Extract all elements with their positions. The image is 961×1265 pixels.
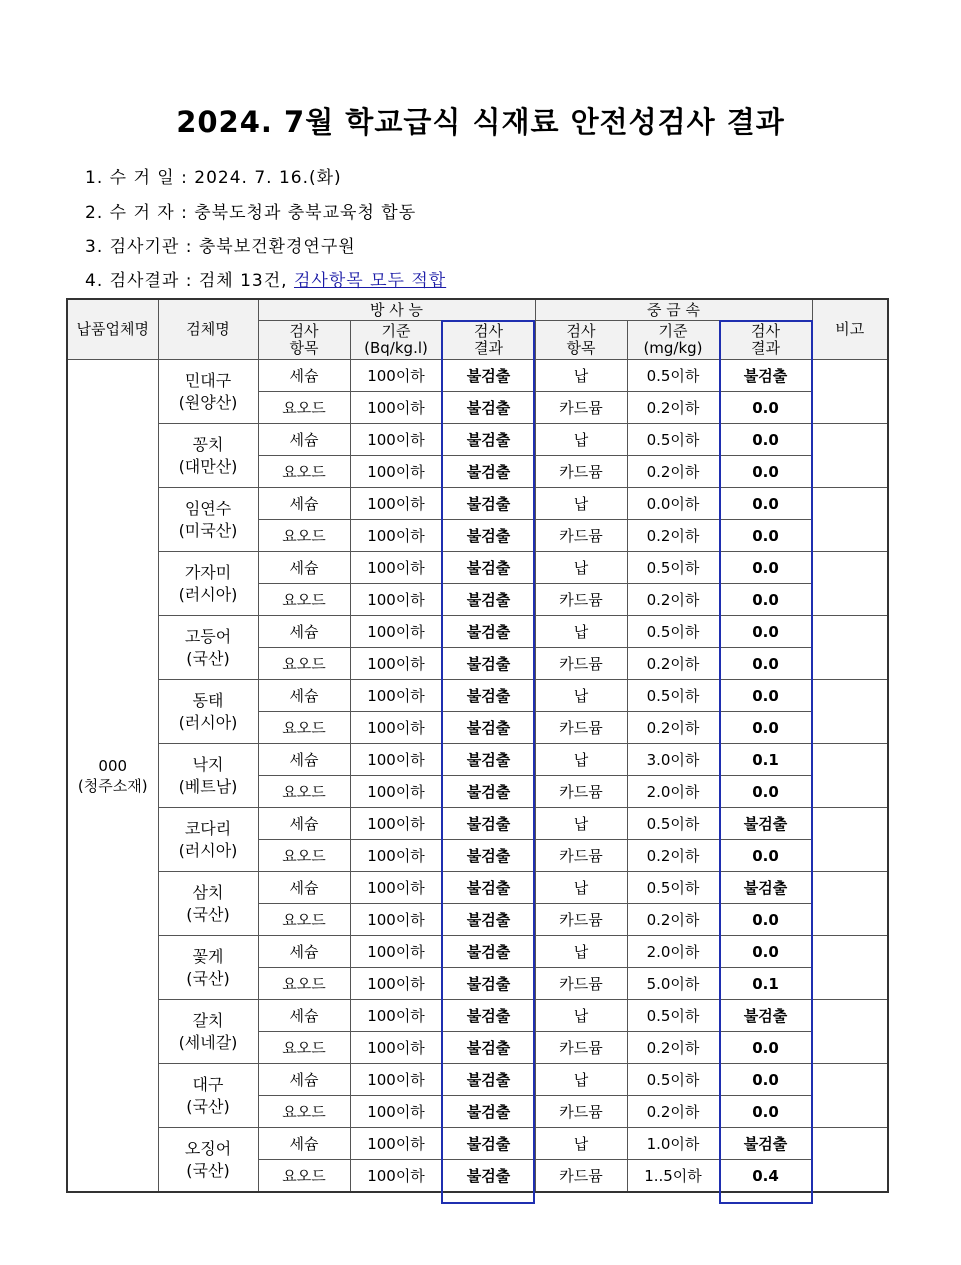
heavy-item-cell: 납	[535, 616, 627, 648]
heavy-item-cell: 카드뮴	[535, 648, 627, 680]
remark-cell	[812, 808, 888, 872]
remark-cell	[812, 424, 888, 488]
radio-standard-cell: 100이하	[350, 1160, 442, 1193]
radio-result-cell: 불검출	[442, 968, 535, 1000]
remark-cell	[812, 1000, 888, 1064]
radio-item-cell: 요오드	[258, 776, 350, 808]
radio-standard-cell: 100이하	[350, 744, 442, 776]
radio-standard-cell: 100이하	[350, 776, 442, 808]
table-row	[67, 872, 888, 904]
table-row	[67, 360, 888, 392]
sample-name-cell: 꽃게 (국산)	[158, 936, 258, 1000]
radio-result-cell: 불검출	[442, 840, 535, 872]
company-cell: 000 (청주소재)	[67, 360, 158, 1193]
radio-item-cell: 세슘	[258, 1000, 350, 1032]
heavy-result-cell: 0.0	[719, 616, 812, 648]
radio-result-cell: 불검출	[442, 872, 535, 904]
heavy-item-cell: 카드뮴	[535, 392, 627, 424]
radio-standard-cell: 100이하	[350, 584, 442, 616]
heavy-standard-cell: 0.2이하	[627, 712, 719, 744]
heavy-standard-cell: 0.0이하	[627, 488, 719, 520]
info-value: 2024. 7. 16.(화)	[194, 168, 342, 188]
heavy-result-cell: 0.0	[719, 488, 812, 520]
heavy-item-cell: 납	[535, 680, 627, 712]
info-label: 2. 수 거 자 :	[85, 203, 188, 223]
radio-standard-cell: 100이하	[350, 1128, 442, 1160]
radio-result-cell: 불검출	[442, 744, 535, 776]
header-company: 납품업체명	[67, 299, 158, 360]
radio-item-cell: 요오드	[258, 456, 350, 488]
radio-standard-cell: 100이하	[350, 520, 442, 552]
heavy-result-cell: 0.0	[719, 584, 812, 616]
page-title: 2024. 7월 학교급식 식재료 안전성검사 결과	[176, 105, 785, 139]
info-label: 3. 검사기관 :	[85, 237, 193, 257]
info-line-result	[85, 266, 446, 291]
table-row	[67, 808, 888, 840]
radio-result-cell: 불검출	[442, 808, 535, 840]
radio-item-cell: 요오드	[258, 584, 350, 616]
result-summary-highlight: 검사항목 모두 적합	[293, 271, 447, 291]
remark-cell	[812, 552, 888, 616]
heavy-standard-cell: 0.2이하	[627, 904, 719, 936]
radio-item-cell: 요오드	[258, 1032, 350, 1064]
sample-name-cell: 임연수 (미국산)	[158, 488, 258, 552]
info-value: 검체 13건,	[198, 271, 288, 291]
heavy-result-cell: 0.0	[719, 424, 812, 456]
heavy-result-cell: 불검출	[719, 808, 812, 840]
heavy-item-cell: 납	[535, 552, 627, 584]
remark-cell	[812, 1064, 888, 1128]
remark-cell	[812, 360, 888, 424]
sample-name-cell: 가자미 (러시아)	[158, 552, 258, 616]
info-value: 충북보건환경연구원	[198, 237, 356, 257]
radio-item-cell: 요오드	[258, 1096, 350, 1128]
table-row	[67, 1128, 888, 1160]
heavy-result-cell: 0.4	[719, 1160, 812, 1193]
results-table	[66, 298, 889, 1193]
heavy-item-cell: 납	[535, 808, 627, 840]
header-heavy-item: 검사 항목	[535, 321, 627, 360]
heavy-item-cell: 납	[535, 1000, 627, 1032]
heavy-item-cell: 카드뮴	[535, 1032, 627, 1064]
heavy-standard-cell: 0.5이하	[627, 1064, 719, 1096]
heavy-result-cell: 0.0	[719, 1032, 812, 1064]
radio-standard-cell: 100이하	[350, 936, 442, 968]
heavy-standard-cell: 0.2이하	[627, 1096, 719, 1128]
radio-standard-cell: 100이하	[350, 360, 442, 392]
sample-name-cell: 오징어 (국산)	[158, 1128, 258, 1193]
heavy-item-cell: 카드뮴	[535, 520, 627, 552]
sample-name-cell: 동태 (러시아)	[158, 680, 258, 744]
heavy-standard-cell: 0.2이하	[627, 648, 719, 680]
radio-result-cell: 불검출	[442, 1032, 535, 1064]
radio-standard-cell: 100이하	[350, 1000, 442, 1032]
heavy-standard-cell: 2.0이하	[627, 776, 719, 808]
radio-result-cell: 불검출	[442, 680, 535, 712]
heavy-result-cell: 0.0	[719, 936, 812, 968]
radio-result-cell: 불검출	[442, 584, 535, 616]
remark-cell	[812, 488, 888, 552]
heavy-item-cell: 카드뮴	[535, 584, 627, 616]
table-row	[67, 744, 888, 776]
heavy-item-cell: 납	[535, 488, 627, 520]
info-value: 충북도청과 충북교육청 합동	[194, 203, 417, 223]
radio-item-cell: 요오드	[258, 648, 350, 680]
radio-item-cell: 요오드	[258, 1160, 350, 1193]
sample-name-cell: 민대구 (원양산)	[158, 360, 258, 424]
radio-result-cell: 불검출	[442, 1128, 535, 1160]
heavy-standard-cell: 0.5이하	[627, 808, 719, 840]
radio-standard-cell: 100이하	[350, 904, 442, 936]
heavy-result-cell: 0.0	[719, 520, 812, 552]
radio-standard-cell: 100이하	[350, 648, 442, 680]
radio-standard-cell: 100이하	[350, 456, 442, 488]
heavy-result-cell: 0.0	[719, 776, 812, 808]
radio-standard-cell: 100이하	[350, 840, 442, 872]
radio-result-cell: 불검출	[442, 1096, 535, 1128]
heavy-result-cell: 0.1	[719, 968, 812, 1000]
heavy-result-cell: 0.0	[719, 1096, 812, 1128]
radio-result-cell: 불검출	[442, 648, 535, 680]
heavy-result-cell: 불검출	[719, 872, 812, 904]
sample-name-cell: 코다리 (러시아)	[158, 808, 258, 872]
radio-item-cell: 세슘	[258, 872, 350, 904]
heavy-standard-cell: 1..5이하	[627, 1160, 719, 1193]
heavy-item-cell: 카드뮴	[535, 1160, 627, 1193]
radio-result-cell: 불검출	[442, 712, 535, 744]
heavy-item-cell: 납	[535, 1128, 627, 1160]
heavy-result-cell: 불검출	[719, 1000, 812, 1032]
remark-cell	[812, 1128, 888, 1193]
heavy-result-cell: 0.0	[719, 840, 812, 872]
sample-name-cell: 갈치 (세네갈)	[158, 1000, 258, 1064]
radio-item-cell: 요오드	[258, 840, 350, 872]
header-heavy-metals: 중 금 속	[535, 299, 812, 321]
table-row	[67, 616, 888, 648]
radio-result-cell: 불검출	[442, 392, 535, 424]
heavy-result-cell: 0.0	[719, 392, 812, 424]
radio-result-cell: 불검출	[442, 616, 535, 648]
radio-standard-cell: 100이하	[350, 1096, 442, 1128]
radio-result-cell: 불검출	[442, 488, 535, 520]
radio-result-cell: 불검출	[442, 552, 535, 584]
heavy-standard-cell: 5.0이하	[627, 968, 719, 1000]
heavy-standard-cell: 0.5이하	[627, 1000, 719, 1032]
table-row	[67, 936, 888, 968]
heavy-standard-cell: 0.5이하	[627, 680, 719, 712]
radio-standard-cell: 100이하	[350, 1064, 442, 1096]
radio-result-cell: 불검출	[442, 1160, 535, 1193]
heavy-standard-cell: 0.5이하	[627, 872, 719, 904]
radio-standard-cell: 100이하	[350, 872, 442, 904]
heavy-result-cell: 0.0	[719, 456, 812, 488]
radio-item-cell: 세슘	[258, 552, 350, 584]
radio-result-cell: 불검출	[442, 776, 535, 808]
heavy-item-cell: 카드뮴	[535, 1096, 627, 1128]
heavy-standard-cell: 1.0이하	[627, 1128, 719, 1160]
header-sample: 검체명	[158, 299, 258, 360]
heavy-standard-cell: 0.2이하	[627, 1032, 719, 1064]
remark-cell	[812, 616, 888, 680]
heavy-item-cell: 납	[535, 872, 627, 904]
remark-cell	[812, 744, 888, 808]
table-row	[67, 1064, 888, 1096]
heavy-item-cell: 카드뮴	[535, 712, 627, 744]
header-heavy-result: 검사 결과	[719, 321, 812, 360]
radio-standard-cell: 100이하	[350, 712, 442, 744]
radio-item-cell: 세슘	[258, 424, 350, 456]
heavy-result-cell: 0.0	[719, 712, 812, 744]
radio-standard-cell: 100이하	[350, 808, 442, 840]
remark-cell	[812, 872, 888, 936]
sample-name-cell: 고등어 (국산)	[158, 616, 258, 680]
heavy-item-cell: 납	[535, 1064, 627, 1096]
table-row	[67, 1000, 888, 1032]
heavy-result-cell: 0.0	[719, 1064, 812, 1096]
radio-standard-cell: 100이하	[350, 616, 442, 648]
radio-item-cell: 요오드	[258, 392, 350, 424]
heavy-item-cell: 카드뮴	[535, 840, 627, 872]
table-row	[67, 488, 888, 520]
radio-item-cell: 세슘	[258, 616, 350, 648]
info-line-collector	[85, 198, 416, 223]
heavy-standard-cell: 0.2이하	[627, 392, 719, 424]
heavy-item-cell: 납	[535, 424, 627, 456]
heavy-standard-cell: 2.0이하	[627, 936, 719, 968]
radio-item-cell: 요오드	[258, 520, 350, 552]
header-remark: 비고	[812, 299, 888, 360]
radio-item-cell: 세슘	[258, 808, 350, 840]
radio-result-cell: 불검출	[442, 1064, 535, 1096]
header-radio-standard: 기준 (Bq/kg.l)	[350, 321, 442, 360]
header-radioactivity: 방 사 능	[258, 299, 535, 321]
heavy-result-cell: 0.0	[719, 648, 812, 680]
results-body	[67, 360, 888, 1193]
radio-result-cell: 불검출	[442, 1000, 535, 1032]
heavy-standard-cell: 0.2이하	[627, 520, 719, 552]
info-label: 1. 수 거 일 :	[85, 168, 188, 188]
radio-item-cell: 세슘	[258, 360, 350, 392]
radio-standard-cell: 100이하	[350, 680, 442, 712]
heavy-standard-cell: 0.2이하	[627, 840, 719, 872]
heavy-standard-cell: 0.5이하	[627, 552, 719, 584]
heavy-standard-cell: 0.2이하	[627, 584, 719, 616]
heavy-result-cell: 불검출	[719, 1128, 812, 1160]
heavy-standard-cell: 3.0이하	[627, 744, 719, 776]
heavy-result-cell: 불검출	[719, 360, 812, 392]
sample-name-cell: 낙지 (베트남)	[158, 744, 258, 808]
heavy-item-cell: 납	[535, 360, 627, 392]
radio-result-cell: 불검출	[442, 520, 535, 552]
heavy-standard-cell: 0.5이하	[627, 424, 719, 456]
heavy-item-cell: 납	[535, 936, 627, 968]
radio-item-cell: 세슘	[258, 680, 350, 712]
heavy-result-cell: 0.0	[719, 552, 812, 584]
heavy-standard-cell: 0.2이하	[627, 456, 719, 488]
radio-result-cell: 불검출	[442, 936, 535, 968]
header-radio-item: 검사 항목	[258, 321, 350, 360]
table-row	[67, 680, 888, 712]
radio-item-cell: 세슘	[258, 1064, 350, 1096]
radio-standard-cell: 100이하	[350, 968, 442, 1000]
heavy-item-cell: 카드뮴	[535, 904, 627, 936]
remark-cell	[812, 680, 888, 744]
heavy-standard-cell: 0.5이하	[627, 360, 719, 392]
heavy-result-cell: 0.1	[719, 744, 812, 776]
radio-standard-cell: 100이하	[350, 552, 442, 584]
radio-item-cell: 세슘	[258, 744, 350, 776]
heavy-result-cell: 0.0	[719, 904, 812, 936]
radio-result-cell: 불검출	[442, 904, 535, 936]
radio-item-cell: 세슘	[258, 1128, 350, 1160]
radio-result-cell: 불검출	[442, 456, 535, 488]
radio-standard-cell: 100이하	[350, 1032, 442, 1064]
info-line-agency	[85, 232, 356, 257]
sample-name-cell: 꽁치 (대만산)	[158, 424, 258, 488]
info-line-date	[85, 163, 342, 188]
radio-standard-cell: 100이하	[350, 424, 442, 456]
radio-item-cell: 요오드	[258, 904, 350, 936]
radio-result-cell: 불검출	[442, 424, 535, 456]
radio-result-cell: 불검출	[442, 360, 535, 392]
heavy-item-cell: 카드뮴	[535, 456, 627, 488]
radio-standard-cell: 100이하	[350, 488, 442, 520]
radio-item-cell: 세슘	[258, 488, 350, 520]
radio-item-cell: 요오드	[258, 968, 350, 1000]
heavy-item-cell: 카드뮴	[535, 776, 627, 808]
heavy-item-cell: 납	[535, 744, 627, 776]
radio-item-cell: 요오드	[258, 712, 350, 744]
sample-name-cell: 삼치 (국산)	[158, 872, 258, 936]
header-heavy-standard: 기준 (mg/kg)	[627, 321, 719, 360]
radio-standard-cell: 100이하	[350, 392, 442, 424]
info-label: 4. 검사결과 :	[85, 271, 193, 291]
heavy-result-cell: 0.0	[719, 680, 812, 712]
heavy-item-cell: 카드뮴	[535, 968, 627, 1000]
header-radio-result: 검사 결과	[442, 321, 535, 360]
remark-cell	[812, 936, 888, 1000]
heavy-standard-cell: 0.5이하	[627, 616, 719, 648]
table-row	[67, 424, 888, 456]
sample-name-cell: 대구 (국산)	[158, 1064, 258, 1128]
radio-item-cell: 세슘	[258, 936, 350, 968]
table-row	[67, 552, 888, 584]
